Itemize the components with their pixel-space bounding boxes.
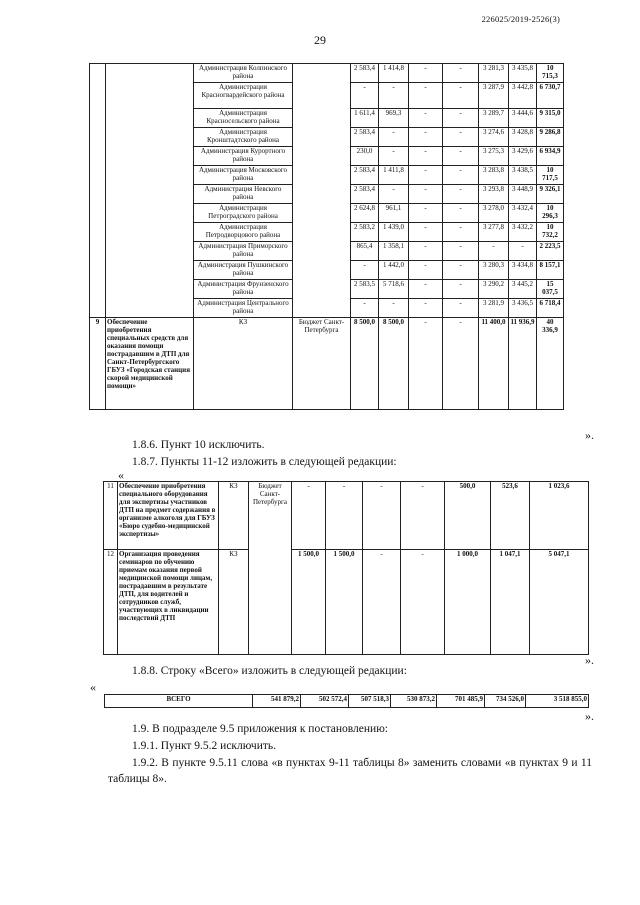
value-cell: 1 500,0 xyxy=(292,550,326,655)
value-cell: 865,4 xyxy=(351,242,379,261)
value-cell: 2 583,5 xyxy=(351,280,379,299)
value-cell: - xyxy=(409,280,443,299)
funding-source: Бюджет Санкт-Петербурга xyxy=(293,318,351,410)
value-cell: - xyxy=(409,109,443,128)
opening-quote: « xyxy=(118,468,124,482)
funding-source: Бюджет Санкт-Петербурга xyxy=(249,482,292,655)
total-cell: 9 286,8 xyxy=(537,128,564,147)
total-cell: 10 717,5 xyxy=(537,166,564,185)
district-name: Администрация Невского района xyxy=(194,185,293,204)
value-cell: - xyxy=(443,83,479,109)
total-cell: 10 296,3 xyxy=(537,204,564,223)
closing-quote: ». xyxy=(585,653,594,667)
value-cell: 3 435,8 xyxy=(509,64,537,83)
value-cell: - xyxy=(351,83,379,109)
total-cell: 10 732,2 xyxy=(537,223,564,242)
value-cell: 1 414,8 xyxy=(379,64,409,83)
value-cell: - xyxy=(401,482,445,550)
value-cell: 1 000,0 xyxy=(445,550,491,655)
value-cell: 541 879,2 xyxy=(253,695,301,708)
closing-quote: ». xyxy=(585,428,594,442)
total-cell: 10 715,3 xyxy=(537,64,564,83)
paragraph-1-9-1: 1.9.1. Пункт 9.5.2 исключить. xyxy=(132,740,276,752)
district-name: Администрация Петродворцового района xyxy=(194,223,293,242)
executor: КЗ xyxy=(194,318,293,410)
value-cell: - xyxy=(443,223,479,242)
value-cell: - xyxy=(443,318,479,410)
value-cell: - xyxy=(409,242,443,261)
total-label: ВСЕГО xyxy=(105,695,253,708)
value-cell: 3 275,3 xyxy=(479,147,509,166)
row-number: 11 xyxy=(104,482,118,550)
total-cell: 6 718,4 xyxy=(537,299,564,318)
total-cell: 9 315,0 xyxy=(537,109,564,128)
row-title: Обеспечение приобретения специальных средств для оказания помощи пострадавшим в ДТП для Санкт-Петербургского ГБУЗ «Городская станция скорой медицинской помощи» xyxy=(106,318,194,410)
value-cell: 3 434,8 xyxy=(509,261,537,280)
value-cell: 3 283,8 xyxy=(479,166,509,185)
value-cell: 523,6 xyxy=(491,482,530,550)
value-cell: - xyxy=(443,204,479,223)
value-cell: 507 518,3 xyxy=(349,695,391,708)
value-cell: 3 444,6 xyxy=(509,109,537,128)
value-cell: 3 429,6 xyxy=(509,147,537,166)
value-cell: 734 526,0 xyxy=(485,695,526,708)
value-cell: 530 873,2 xyxy=(391,695,437,708)
empty-source-cell xyxy=(293,64,351,318)
value-cell: 1 439,0 xyxy=(379,223,409,242)
value-cell: - xyxy=(509,242,537,261)
value-cell: - xyxy=(401,550,445,655)
page-number: 29 xyxy=(314,33,326,47)
value-cell: - xyxy=(409,64,443,83)
row-title: Организация проведения семинаров по обучению приемам оказания первой медицинской помощи лицам, пострадавшим в результате ДТП, для водителей и сотрудников служб, участвующих в ликвидации последствий ДТП xyxy=(118,550,219,655)
value-cell: 3 274,6 xyxy=(479,128,509,147)
value-cell: 701 485,9 xyxy=(437,695,485,708)
district-name: Администрация Приморского района xyxy=(194,242,293,261)
district-name: Администрация Петроградского района xyxy=(194,204,293,223)
value-cell: - xyxy=(351,261,379,280)
total-cell: 1 023,6 xyxy=(530,482,589,550)
value-cell: 1 411,8 xyxy=(379,166,409,185)
paragraph-1-8-7: 1.8.7. Пункты 11-12 изложить в следующей редакции: xyxy=(132,456,397,468)
value-cell: - xyxy=(379,147,409,166)
value-cell: 2 583,4 xyxy=(351,185,379,204)
items-11-12-table xyxy=(103,481,589,655)
value-cell: 230,0 xyxy=(351,147,379,166)
value-cell: 5 718,6 xyxy=(379,280,409,299)
value-cell: 8 500,0 xyxy=(379,318,409,410)
value-cell: - xyxy=(443,185,479,204)
value-cell: 1 047,1 xyxy=(491,550,530,655)
value-cell: 3 281,9 xyxy=(479,299,509,318)
executor: КЗ xyxy=(219,550,249,655)
paragraph-1-8-8: 1.8.8. Строку «Всего» изложить в следующей редакции: xyxy=(132,665,407,677)
value-cell: 3 445,2 xyxy=(509,280,537,299)
value-cell: - xyxy=(443,261,479,280)
value-cell: 2 583,2 xyxy=(351,223,379,242)
paragraph-1-9: 1.9. В подразделе 9.5 приложения к постановлению: xyxy=(132,723,388,735)
table-row xyxy=(90,318,600,410)
value-cell: - xyxy=(443,147,479,166)
value-cell: - xyxy=(409,166,443,185)
value-cell: - xyxy=(379,128,409,147)
total-table xyxy=(104,694,589,708)
document-id: 226025/2019-2526(3) xyxy=(481,14,560,24)
value-cell: 2 583,4 xyxy=(351,166,379,185)
value-cell: - xyxy=(292,482,326,550)
table-row xyxy=(104,550,589,655)
total-cell: 2 223,5 xyxy=(537,242,564,261)
district-name: Администрация Фрунзенского района xyxy=(194,280,293,299)
value-cell: - xyxy=(409,223,443,242)
value-cell: - xyxy=(379,299,409,318)
table-row xyxy=(105,695,589,708)
value-cell: 3 290,2 xyxy=(479,280,509,299)
value-cell: 11 936,9 xyxy=(509,318,537,410)
value-cell: - xyxy=(363,482,401,550)
value-cell: - xyxy=(443,280,479,299)
value-cell: - xyxy=(351,299,379,318)
value-cell: - xyxy=(379,185,409,204)
value-cell: 502 572,4 xyxy=(301,695,349,708)
value-cell: - xyxy=(443,242,479,261)
value-cell: - xyxy=(409,147,443,166)
value-cell: 3 287,9 xyxy=(479,83,509,109)
total-cell: 6 934,9 xyxy=(537,147,564,166)
closing-quote: ». xyxy=(585,709,594,723)
district-name: Администрация Курортного района xyxy=(194,147,293,166)
value-cell: 3 432,2 xyxy=(509,223,537,242)
total-cell: 3 518 855,0 xyxy=(526,695,589,708)
funding-table xyxy=(89,63,600,410)
district-name: Администрация Красносельского района xyxy=(194,109,293,128)
value-cell: - xyxy=(443,299,479,318)
value-cell: 3 293,8 xyxy=(479,185,509,204)
district-name: Администрация Красногвардейского района xyxy=(194,83,293,109)
value-cell: 8 500,0 xyxy=(351,318,379,410)
value-cell: 3 436,5 xyxy=(509,299,537,318)
row-number: 9 xyxy=(90,318,106,410)
paragraph-1-8-6: 1.8.6. Пункт 10 исключить. xyxy=(132,439,265,451)
value-cell: - xyxy=(326,482,363,550)
value-cell: 11 400,0 xyxy=(479,318,509,410)
district-name: Администрация Колпинского района xyxy=(194,64,293,83)
value-cell: - xyxy=(409,83,443,109)
value-cell: - xyxy=(443,64,479,83)
value-cell: 3 448,9 xyxy=(509,185,537,204)
empty-title-cell xyxy=(106,64,194,318)
value-cell: 3 438,5 xyxy=(509,166,537,185)
empty-number-cell xyxy=(90,64,106,318)
value-cell: 3 277,8 xyxy=(479,223,509,242)
value-cell: 969,3 xyxy=(379,109,409,128)
opening-quote: « xyxy=(90,680,96,694)
district-name: Администрация Московского района xyxy=(194,166,293,185)
executor: КЗ xyxy=(219,482,249,550)
value-cell: 1 358,1 xyxy=(379,242,409,261)
value-cell: 3 289,7 xyxy=(479,109,509,128)
total-cell: 6 730,7 xyxy=(537,83,564,109)
value-cell: - xyxy=(409,261,443,280)
value-cell: 3 428,8 xyxy=(509,128,537,147)
value-cell: 3 278,0 xyxy=(479,204,509,223)
paragraph-1-9-2: 1.9.2. В пункте 9.5.11 слова «в пунктах 9-11 таблицы 8» заменить словами «в пунктах 9 и 11 таблицы 8». xyxy=(108,757,592,785)
district-name: Администрация Кронштадтского района xyxy=(194,128,293,147)
value-cell: - xyxy=(409,128,443,147)
value-cell: 3 281,3 xyxy=(479,64,509,83)
value-cell: 500,0 xyxy=(445,482,491,550)
value-cell: - xyxy=(409,185,443,204)
value-cell: 3 432,4 xyxy=(509,204,537,223)
value-cell: 1 500,0 xyxy=(326,550,363,655)
value-cell: 2 583,4 xyxy=(351,64,379,83)
value-cell: 3 280,3 xyxy=(479,261,509,280)
value-cell: - xyxy=(443,166,479,185)
district-name: Администрация Центрального района xyxy=(194,299,293,318)
funding-table-body xyxy=(90,64,600,410)
value-cell: - xyxy=(409,318,443,410)
total-cell: 5 047,1 xyxy=(530,550,589,655)
value-cell: - xyxy=(409,299,443,318)
total-cell: 40 336,9 xyxy=(537,318,564,410)
total-cell: 15 037,5 xyxy=(537,280,564,299)
row-number: 12 xyxy=(104,550,118,655)
value-cell: 961,1 xyxy=(379,204,409,223)
value-cell: - xyxy=(363,550,401,655)
value-cell: 2 583,4 xyxy=(351,128,379,147)
value-cell: - xyxy=(409,204,443,223)
value-cell: 3 442,8 xyxy=(509,83,537,109)
value-cell: - xyxy=(379,83,409,109)
table-row xyxy=(104,482,589,550)
value-cell: 1 442,0 xyxy=(379,261,409,280)
value-cell: - xyxy=(443,128,479,147)
value-cell: 1 611,4 xyxy=(351,109,379,128)
value-cell: 2 624,8 xyxy=(351,204,379,223)
value-cell: - xyxy=(443,109,479,128)
total-cell: 8 157,1 xyxy=(537,261,564,280)
table-row xyxy=(90,64,600,83)
value-cell: - xyxy=(479,242,509,261)
total-cell: 9 326,1 xyxy=(537,185,564,204)
district-name: Администрация Пушкинского района xyxy=(194,261,293,280)
row-title: Обеспечение приобретения специального оборудования для экспертизы участников ДТП на предмет содержания в организме алкоголя для ГБУЗ «Бюро судебно-медицинской экспертизы» xyxy=(118,482,219,550)
